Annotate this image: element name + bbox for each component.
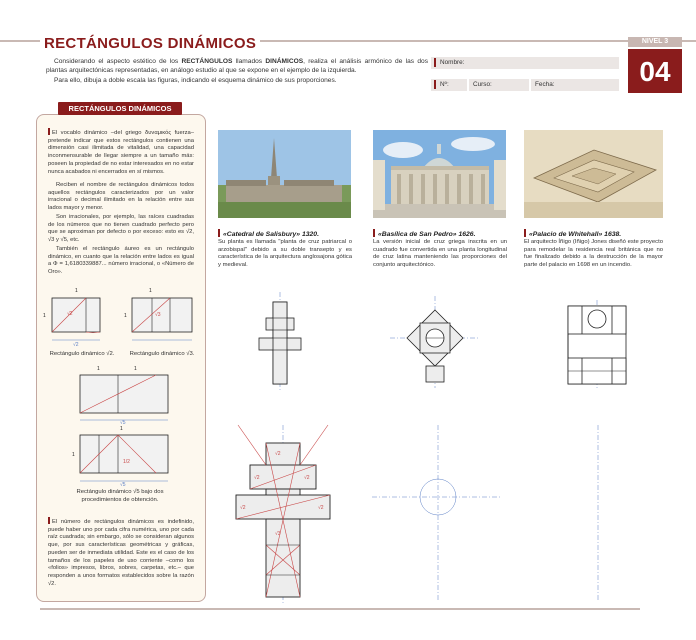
root2-diag-label: √2 bbox=[67, 311, 73, 317]
course-label: Curso: bbox=[473, 81, 492, 88]
root5a-bottom-label: √5 bbox=[120, 420, 126, 426]
page-title: RECTÁNGULOS DINÁMICOS bbox=[40, 35, 260, 52]
sidebar-paragraph-5: El número de rectángulos dinámicos es indefinido, puede haber uno por cada cifra numérica, uno por cada raíz cuadrada; sin embargo, sólo se consideran algunos que, por sus características geométricas y gráficas, pueden ser de inmediata utilidad. Este es el caso de los tamaños de los papeles de uso corriente –como los «folios» impresos, libros, sobres, carpetas, etc.– que responden a unos formatos establecidos sobre la razón √2. bbox=[48, 519, 194, 587]
whitehall-guides bbox=[560, 425, 640, 600]
root3-top-label: 1 bbox=[149, 288, 152, 294]
root3-side-label: 1 bbox=[124, 313, 127, 319]
root2-bottom-label: √2 bbox=[73, 342, 79, 348]
name-label: Nombre: bbox=[440, 59, 465, 66]
root2-side-label: 1 bbox=[43, 313, 46, 319]
analysis-label-r2-c: √2 bbox=[240, 505, 246, 511]
salisbury-analysis bbox=[228, 425, 338, 603]
sheet-number: 04 bbox=[628, 49, 682, 93]
whitehall-plan bbox=[562, 300, 632, 390]
san-pedro-plan bbox=[390, 296, 480, 388]
number-field[interactable] bbox=[431, 79, 467, 91]
root5b-side-label: 1 bbox=[72, 452, 75, 458]
sidebar-tab: RECTÁNGULOS DINÁMICOS bbox=[58, 102, 182, 115]
root2-diagram bbox=[40, 288, 120, 348]
analysis-label-r2-d: √2 bbox=[318, 505, 324, 511]
figure-title-whitehall: «Palacio de Whitehall» 1638. bbox=[524, 229, 621, 238]
root5b-bottom-label: √5 bbox=[120, 482, 126, 488]
date-label: Fecha: bbox=[535, 81, 555, 88]
caption-root3: Rectángulo dinámico √3. bbox=[129, 351, 195, 357]
caption-root5-line2: procedimientos de obtención. bbox=[81, 496, 159, 503]
san-pedro-photo bbox=[373, 130, 506, 218]
figure-title-san-pedro: «Basílica de San Pedro» 1626. bbox=[373, 229, 475, 238]
number-label: Nº: bbox=[440, 81, 449, 88]
sidebar-paragraph-4: También el rectángulo áureo es un rectángulo dinámico, en cuanto que la relación entre lados es igual a Φ = 1,6180339887... número irracional, o «Número de Oro». bbox=[48, 246, 194, 276]
san-pedro-guides bbox=[372, 425, 502, 600]
name-field[interactable] bbox=[431, 57, 619, 69]
intro-text bbox=[46, 57, 428, 85]
root3-diagram bbox=[122, 288, 202, 348]
level-badge: NIVEL 3 bbox=[628, 37, 682, 47]
intro-paragraph-1: Considerando el aspecto estético de los RECTÁNGULOS llamados DINÁMICOS, realiza el análisis armónico de las dos plantas arquitectónicas representadas, en análogo estudio al que se expone en el ejemplo de la izquierda. bbox=[46, 58, 428, 75]
sidebar-paragraph-3: Son irracionales, por ejemplo, las raíces cuadradas de los números que no tienen cuadrado perfecto pero que se aproximan por defecto o por exceso: esto es √2, √3 y √5, etc. bbox=[48, 214, 194, 244]
figure-title-salisbury: «Catedral de Salisbury» 1320. bbox=[218, 229, 319, 238]
sidebar-paragraph-2: Reciben el nombre de rectángulos dinámicos todos aquellos rectángulos caracterizados por un valor irracional o decimal ilimitado en la relación entre sus lados mayor y menor. bbox=[48, 182, 194, 212]
root5-diagram-b bbox=[70, 425, 180, 487]
analysis-label-r2-e: √2 bbox=[275, 451, 281, 457]
analysis-label-r2-a: √2 bbox=[254, 475, 260, 481]
caption-root5-line1: Rectángulo dinámico √5 bajo dos bbox=[76, 489, 164, 495]
caption-root2: Rectángulo dinámico √2. bbox=[49, 351, 115, 357]
intro-paragraph-2: Para ello, dibuja a doble escala las figuras, indicando el esquema dinámico de sus proporciones. bbox=[54, 76, 337, 84]
course-field[interactable] bbox=[469, 79, 529, 91]
root5a-top-label-1: 1 bbox=[97, 366, 100, 372]
sidebar-paragraph-1: El vocablo dinámico –del griego δυναμικός fuerza– pretende indicar que estos rectángulos contienen una dimensión casi ilimitada de vitalidad, una capacidad inconmensurable de llegar siempre a un tamaño más: poseen la propiedad de no estar interesados en no estar nunca acabados ni encerrados en sí mismos. bbox=[48, 130, 194, 175]
root5b-top-label: 1 bbox=[120, 426, 123, 432]
salisbury-plan bbox=[240, 292, 320, 392]
root5a-top-label-2: 1 bbox=[134, 366, 137, 372]
root5-diagram-a bbox=[70, 365, 180, 425]
date-field[interactable] bbox=[531, 79, 619, 91]
whitehall-engraving bbox=[524, 130, 663, 218]
figure-desc-salisbury: Su planta es llamada "planta de cruz patriarcal o arzobispal" debido a su doble transepto y es característica de la arquitectura anglosajona gótica y medieval. bbox=[218, 239, 352, 268]
root5b-half-label: 1/2 bbox=[123, 459, 130, 465]
analysis-label-r3: √3 bbox=[275, 531, 281, 537]
root3-diag-label: √3 bbox=[155, 312, 161, 318]
analysis-label-r2-b: √2 bbox=[304, 475, 310, 481]
footer-rule bbox=[40, 608, 640, 610]
figure-desc-whitehall: El arquitecto Íñigo (Iñigo) Jones diseñó este proyecto para remodelar la residencia real británica que no fue finalizado debido a la destrucción de la mayor parte del palacio en 1698 en un incendio. bbox=[524, 239, 663, 268]
salisbury-photo bbox=[218, 130, 351, 218]
figure-desc-san-pedro: La versión inicial de cruz griega inscrita en un cuadrado fue convertida en una planta longitudinal de cruz latina manteniendo las proporciones del conjunto arquitectónico. bbox=[373, 239, 507, 268]
caption-root5 bbox=[60, 489, 180, 504]
root2-top-label: 1 bbox=[75, 288, 78, 294]
